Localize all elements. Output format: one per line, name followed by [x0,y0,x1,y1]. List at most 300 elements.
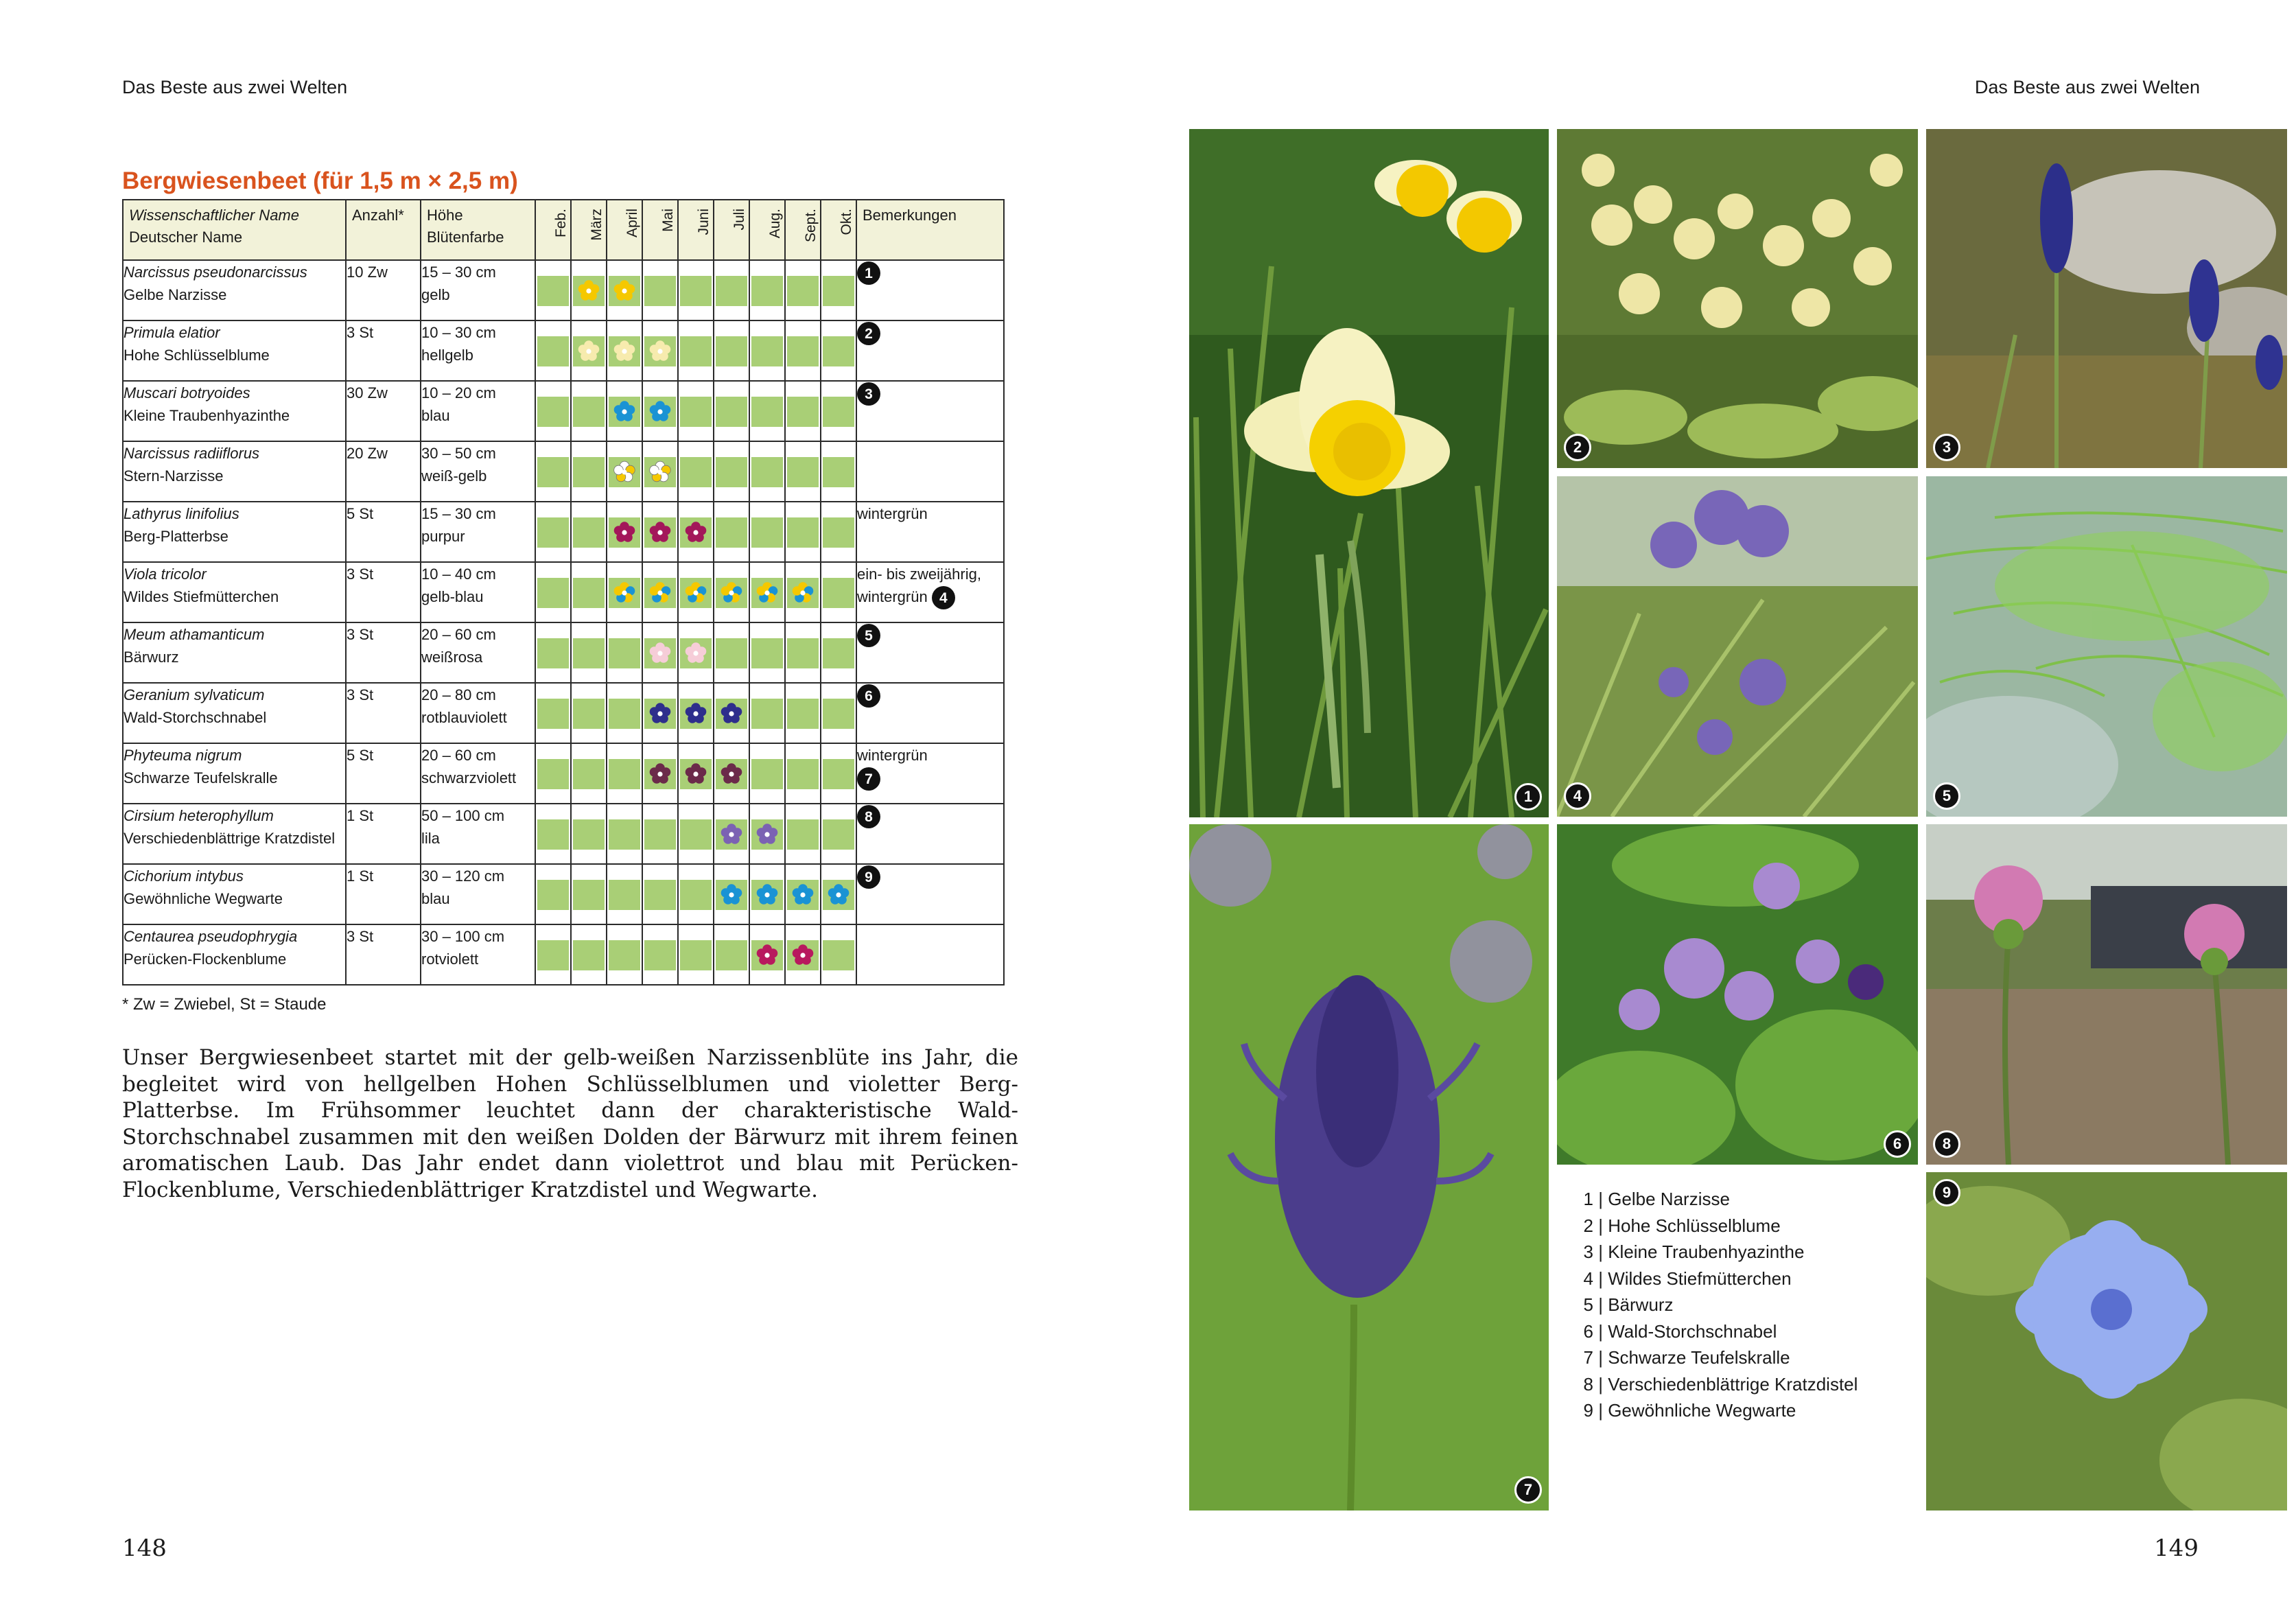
green-period-bar [609,819,640,850]
height-value: 20 – 60 cm [421,626,496,643]
green-period-bar [751,276,783,306]
plant-name-cell [123,381,346,441]
legend-number: 3 [1583,1241,1593,1262]
green-period-bar [573,397,605,427]
photo-verschiedenblaettrige-kratzdistel [1926,824,2287,1165]
month-cell [714,502,749,562]
month-cell [535,743,571,804]
green-period-bar [787,638,819,668]
plant-name-cell [123,562,346,622]
scientific-name: Viola tricolor [124,565,207,583]
german-name: Gewöhnliche Wegwarte [124,890,283,907]
month-cell [571,622,607,683]
german-name: Wald-Storchschnabel [124,709,267,726]
green-period-bar [537,276,569,306]
month-cell [714,924,749,985]
bloom-flower-icon [791,944,815,967]
month-cell [714,622,749,683]
plant-name-cell [123,864,346,924]
green-period-bar [680,819,712,850]
plant-name-cell [123,683,346,743]
green-period-bar [716,517,747,548]
month-cell [571,502,607,562]
header-name-de: Deutscher Name [129,229,243,246]
green-period-bar [823,638,854,668]
planting-table [122,199,1005,986]
table-row [123,683,1004,743]
body-paragraph: Unser Bergwiesenbeet startet mit der gelb-weißen Narzissenblüte ins Jahr, die begleitet wird von hellgelben Hohen Schlüsselblumen und violetter Berg-Platterbse. Im Frühsommer leuchtet dann der charakteristische Wald-Storchschnabel zusammen mit den weißen Dolden der Bärwurz mit ihrem feinen aromatischen Laub. Das Jahr endet dann violettrot und blau mit Perücken-Flockenblume, Verschiedenblättriger Kratzdistel und Wegwarte. [122,1045,1018,1202]
green-period-bar [573,759,605,789]
photo-number-badge: 2 [1564,434,1591,461]
month-cell [678,441,714,502]
table-row [123,381,1004,441]
table-row [123,320,1004,381]
scientific-name: Narcissus radiiflorus [124,445,260,462]
photo-number-badge: 3 [1933,434,1960,461]
month-cell [535,502,571,562]
table-row [123,562,1004,622]
month-cell [749,502,785,562]
green-period-bar [823,940,854,970]
german-name: Berg-Platterbse [124,528,229,545]
bloom-flower-icon [720,823,743,846]
photo-ref-badge: 2 [857,322,880,345]
month-cell [678,381,714,441]
green-period-bar [537,638,569,668]
green-period-bar [644,819,676,850]
bloom-color-value: lila [421,830,440,847]
photo-ref-badge: 6 [857,684,880,708]
month-cell [821,502,856,562]
month-cell [678,924,714,985]
count-cell: 5 St [346,502,421,562]
green-period-bar [537,336,569,366]
legend-number: 9 [1583,1400,1593,1421]
german-name: Perücken-Flockenblume [124,951,287,968]
plant-name-cell [123,260,346,320]
legend-number: 4 [1583,1268,1593,1289]
height-value: 20 – 60 cm [421,747,496,764]
height-value: 50 – 100 cm [421,807,505,824]
green-period-bar [787,457,819,487]
month-cell [749,683,785,743]
month-cell [785,441,821,502]
remark-text: ein- bis zweijährig, [857,565,981,583]
photo-number-badge: 5 [1933,782,1960,810]
bloom-flower-icon [791,581,815,605]
count-cell: 30 Zw [346,381,421,441]
month-cell [678,804,714,864]
green-period-bar [573,880,605,910]
green-period-bar [573,578,605,608]
green-period-bar [680,276,712,306]
bloom-color-value: rotblauviolett [421,709,507,726]
legend-item [1575,1239,1858,1266]
bloom-flower-icon [577,279,600,303]
green-period-bar [537,397,569,427]
height-value: 20 – 80 cm [421,686,496,703]
photo-number-badge: 9 [1933,1179,1960,1206]
photo-baerwurz [1926,476,2287,817]
green-period-bar [573,819,605,850]
month-cell [749,622,785,683]
green-period-bar [680,880,712,910]
green-period-bar [787,819,819,850]
header-month: Sept. [785,200,821,260]
month-cell [678,562,714,622]
bloom-flower-icon [613,460,636,484]
green-period-bar [823,517,854,548]
table-title: Bergwiesenbeet (für 1,5 m × 2,5 m) [122,167,518,194]
month-cell [535,260,571,320]
table-footnote: * Zw = Zwiebel, St = Staude [122,995,327,1014]
legend-label: Kleine Traubenhyazinthe [1608,1241,1805,1262]
scientific-name: Narcissus pseudonarcissus [124,264,307,281]
green-period-bar [751,336,783,366]
german-name: Schwarze Teufelskralle [124,769,278,786]
table-header-row [123,200,1004,260]
green-period-bar [787,336,819,366]
bloom-flower-icon [684,702,707,725]
legend-label: Wald-Storchschnabel [1608,1320,1777,1342]
remarks-cell [856,622,1004,683]
plant-name-cell [123,502,346,562]
month-cell [642,441,678,502]
plant-name-cell [123,320,346,381]
green-period-bar [680,940,712,970]
height-color-cell [421,683,535,743]
green-period-bar [823,699,854,729]
bloom-flower-icon [648,340,672,363]
green-period-bar [751,517,783,548]
photo-wildes-stiefmuetterchen [1557,476,1918,817]
green-period-bar [823,397,854,427]
month-cell [749,804,785,864]
plant-name-cell [123,804,346,864]
height-color-cell [421,381,535,441]
scientific-name: Lathyrus linifolius [124,505,239,522]
height-value: 30 – 50 cm [421,445,496,462]
month-cell [785,743,821,804]
page-number-left: 148 [122,1535,167,1562]
height-value: 15 – 30 cm [421,505,496,522]
header-remarks: Bemerkungen [856,200,1004,260]
remarks-cell [856,260,1004,320]
scientific-name: Muscari botryoides [124,384,250,401]
green-period-bar [716,457,747,487]
photo-ref-badge: 9 [857,865,880,889]
photo-number-badge: 4 [1564,782,1591,810]
header-height-label: Höhe [427,207,463,224]
green-period-bar [680,397,712,427]
bloom-flower-icon [755,883,779,907]
remarks-cell [856,864,1004,924]
legend-item [1575,1344,1858,1371]
month-cell [571,320,607,381]
green-period-bar [573,517,605,548]
height-color-cell [421,260,535,320]
green-period-bar [787,397,819,427]
running-head-left: Das Beste aus zwei Welten [122,77,348,97]
green-period-bar [644,276,676,306]
remark-text: wintergrün [857,588,928,605]
bloom-flower-icon [684,642,707,665]
bloom-flower-icon [613,279,636,303]
green-period-bar [787,759,819,789]
month-cell [714,381,749,441]
header-month: April [607,200,642,260]
month-cell [678,260,714,320]
header-month: Aug. [749,200,785,260]
remarks-cell [856,924,1004,985]
month-cell [535,622,571,683]
legend-item [1575,1371,1858,1398]
count-cell: 3 St [346,683,421,743]
remarks-cell [856,683,1004,743]
green-period-bar [609,880,640,910]
month-cell [785,864,821,924]
month-cell [607,381,642,441]
green-period-bar [573,940,605,970]
green-period-bar [537,940,569,970]
header-month: Okt. [821,200,856,260]
page-number-right: 149 [2154,1535,2199,1562]
month-cell [678,320,714,381]
legend-label: Verschiedenblättrige Kratzdistel [1608,1373,1858,1395]
bloom-color-value: rotviolett [421,951,479,968]
green-period-bar [716,336,747,366]
german-name: Hohe Schlüsselblume [124,347,270,364]
month-cell [642,260,678,320]
green-period-bar [823,759,854,789]
month-cell [749,441,785,502]
month-cell [642,683,678,743]
month-cell [714,743,749,804]
month-cell [785,320,821,381]
legend-separator: | [1593,1215,1608,1236]
month-cell [821,743,856,804]
german-name: Bärwurz [124,649,179,666]
bloom-flower-icon [684,521,707,544]
month-cell [571,562,607,622]
green-period-bar [716,638,747,668]
remarks-cell [856,743,1004,804]
header-month: Juli [714,200,749,260]
photo-ref-badge: 8 [857,805,880,828]
header-name [123,200,346,260]
bloom-flower-icon [720,883,743,907]
legend-item [1575,1266,1858,1292]
header-height [421,200,535,260]
green-period-bar [537,578,569,608]
table-row [123,441,1004,502]
legend-label: Wildes Stiefmütterchen [1608,1268,1792,1289]
month-cell [714,804,749,864]
legend-number: 8 [1583,1373,1593,1395]
green-period-bar [537,819,569,850]
green-period-bar [537,699,569,729]
green-period-bar [823,336,854,366]
count-cell: 1 St [346,804,421,864]
month-cell [535,864,571,924]
bloom-flower-icon [720,762,743,786]
height-value: 30 – 120 cm [421,867,505,885]
month-cell [714,260,749,320]
green-period-bar [609,759,640,789]
month-cell [607,502,642,562]
month-cell [678,864,714,924]
count-cell: 10 Zw [346,260,421,320]
bloom-flower-icon [648,460,672,484]
bloom-color-value: purpur [421,528,465,545]
green-period-bar [537,517,569,548]
legend-number: 6 [1583,1320,1593,1342]
month-cell [749,260,785,320]
green-period-bar [787,517,819,548]
month-cell [642,924,678,985]
legend-label: Bärwurz [1608,1294,1674,1315]
german-name: Verschiedenblättrige Kratzdistel [124,830,336,847]
remarks-cell [856,562,1004,622]
legend-separator: | [1593,1189,1608,1209]
bloom-flower-icon [648,702,672,725]
month-cell [535,683,571,743]
legend-item [1575,1318,1858,1345]
month-cell [785,683,821,743]
green-period-bar [751,397,783,427]
month-cell [535,381,571,441]
green-period-bar [716,940,747,970]
legend-separator: | [1593,1294,1608,1315]
header-name-sci: Wissenschaftlicher Name [129,207,299,224]
month-cell [642,502,678,562]
bloom-color-value: weiß-gelb [421,467,487,485]
header-month: Juni [678,200,714,260]
scientific-name: Centaurea pseudophrygia [124,928,298,945]
month-cell [571,743,607,804]
month-cell [821,683,856,743]
green-period-bar [609,699,640,729]
legend-label: Gewöhnliche Wegwarte [1608,1400,1796,1421]
green-period-bar [787,276,819,306]
month-cell [642,864,678,924]
month-cell [749,320,785,381]
month-cell [642,622,678,683]
bloom-flower-icon [613,521,636,544]
photo-number-badge: 1 [1514,783,1542,810]
green-period-bar [609,638,640,668]
green-period-bar [751,457,783,487]
legend-separator: | [1593,1400,1608,1421]
month-cell [642,381,678,441]
photo-kleine-traubenhyazinthe [1926,129,2287,468]
legend-item [1575,1213,1858,1239]
legend-separator: | [1593,1347,1608,1368]
month-cell [678,683,714,743]
month-cell [714,320,749,381]
legend-number: 1 [1583,1189,1593,1209]
remark-text: wintergrün [857,747,928,764]
bloom-flower-icon [827,883,850,907]
month-cell [821,320,856,381]
month-cell [821,804,856,864]
month-cell [821,924,856,985]
count-cell: 3 St [346,622,421,683]
month-cell [785,260,821,320]
photo-gelbe-narzisse [1189,129,1549,817]
header-count: Anzahl* [346,200,421,260]
scientific-name: Cichorium intybus [124,867,244,885]
scientific-name: Phyteuma nigrum [124,747,242,764]
remarks-cell [856,381,1004,441]
table-body [123,260,1004,985]
plant-name-cell [123,924,346,985]
height-color-cell [421,502,535,562]
month-cell [749,562,785,622]
header-month: März [571,200,607,260]
table-row [123,864,1004,924]
scientific-name: Primula elatior [124,324,220,341]
header-month: Feb. [535,200,571,260]
month-cell [571,683,607,743]
green-period-bar [609,940,640,970]
photo-gewoehnliche-wegwarte [1926,1172,2287,1511]
height-value: 15 – 30 cm [421,264,496,281]
month-cell [571,381,607,441]
month-cell [535,441,571,502]
month-cell [785,924,821,985]
green-period-bar [787,699,819,729]
month-cell [607,622,642,683]
bloom-color-value: weißrosa [421,649,483,666]
bloom-color-value: hellgelb [421,347,473,364]
bloom-color-value: gelb-blau [421,588,484,605]
count-cell: 5 St [346,743,421,804]
month-cell [714,441,749,502]
bloom-flower-icon [755,581,779,605]
green-period-bar [644,880,676,910]
remarks-cell [856,502,1004,562]
remark-text: wintergrün [857,505,928,522]
month-cell [642,743,678,804]
legend-label: Schwarze Teufelskralle [1608,1347,1790,1368]
photo-ref-badge: 3 [857,382,880,406]
month-cell [785,502,821,562]
header-month: Mai [642,200,678,260]
legend-separator: | [1593,1268,1608,1289]
height-value: 10 – 40 cm [421,565,496,583]
month-cell [535,320,571,381]
legend-item [1575,1186,1858,1213]
scientific-name: Geranium sylvaticum [124,686,265,703]
month-cell [821,381,856,441]
month-cell [571,804,607,864]
month-cell [607,562,642,622]
month-cell [607,441,642,502]
photo-ref-badge: 1 [857,261,880,285]
table-row [123,260,1004,320]
month-cell [821,622,856,683]
month-cell [642,320,678,381]
height-color-cell [421,924,535,985]
legend-label: Hohe Schlüsselblume [1608,1215,1781,1236]
scientific-name: Meum athamanticum [124,626,265,643]
german-name: Kleine Traubenhyazinthe [124,407,290,424]
bloom-flower-icon [755,944,779,967]
green-period-bar [680,457,712,487]
legend-separator: | [1593,1241,1608,1262]
month-cell [714,864,749,924]
